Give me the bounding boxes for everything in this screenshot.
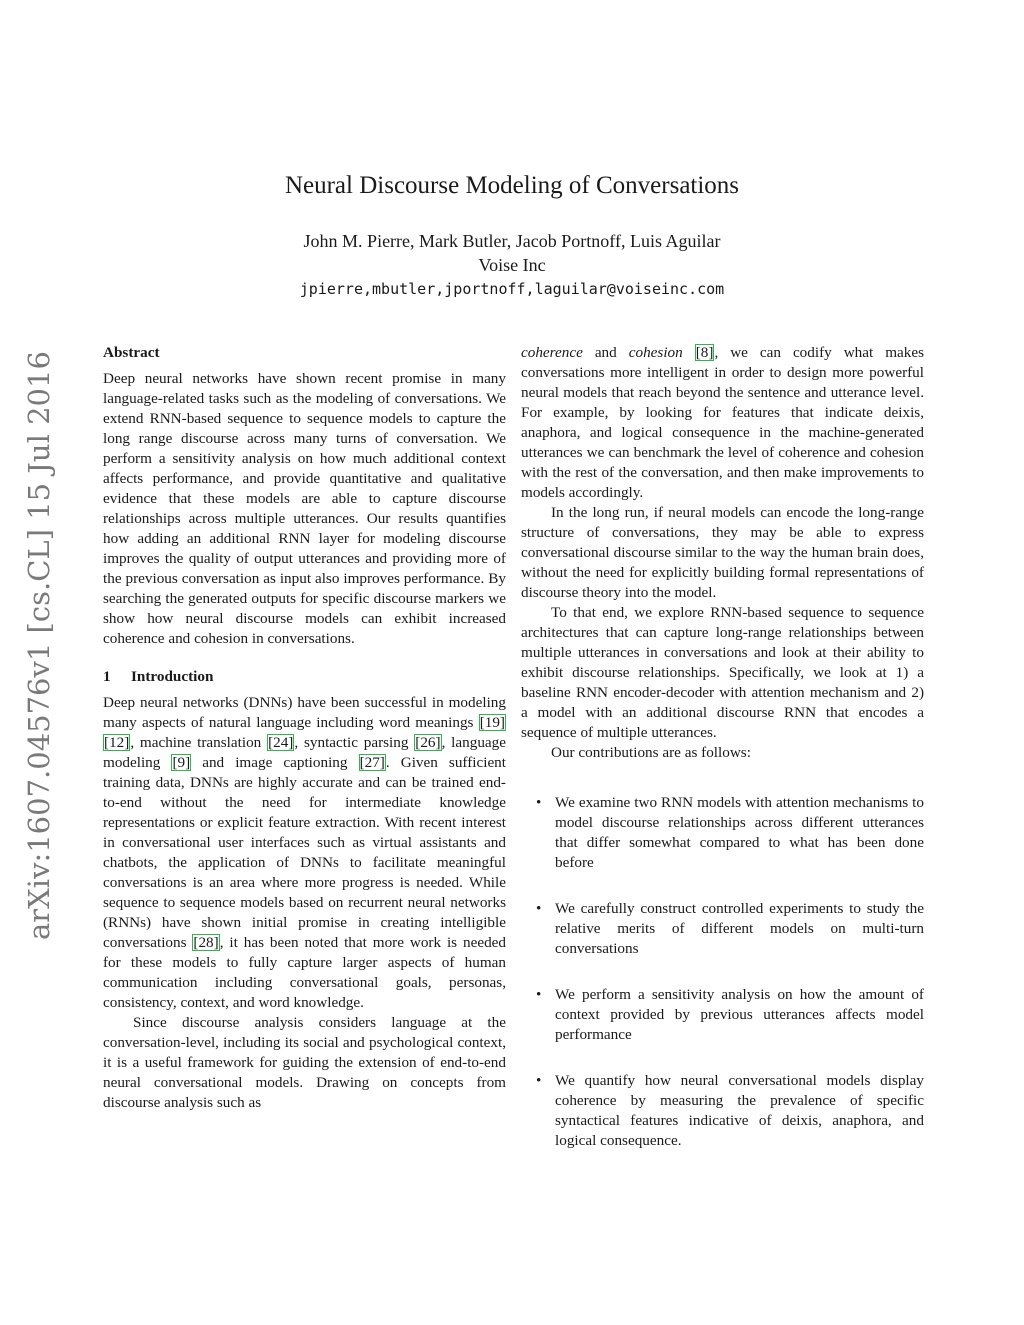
abstract-text: Deep neural networks have shown recent promise in many language-related tasks such as the modeling of conversations. We extend RNN-based sequence to sequence models to capture the long range discourse across many turns of conversation. We perform a sensitivity analysis on how much additional context affects performance, and provide quantitative and qualitative evidence that these models are able to capture discourse relationships across multiple utterances. Our results quantifies how adding an additional RNN layer for modeling discourse improves the quality of output utterances and providing more of the previous conversation as input also improves performance. By searching the generated outputs for specific discourse markers we show how neural discourse models can exhibit increased coherence and cohesion in conversations. (103, 370, 506, 647)
right-column (521, 343, 924, 1151)
list-item: • We examine two RNN models with attention mechanisms to model discourse relationships across different utterances that differ somewhat compared to what has been done before (536, 794, 924, 871)
intro-paragraph-4: To that end, we explore RNN-based sequence to sequence architectures that can capture long-range relationships between multiple utterances in conversations and look at their ability to exhibit discourse relationships. Specifically, we look at 1) a baseline RNN encoder-decoder with attention mechanism and 2) a model with an additional discourse RNN that encodes a sequence of multiple utterances. (521, 604, 924, 741)
bullet-icon: • (536, 900, 542, 917)
author-block (0, 229, 1024, 301)
intro-paragraph-5: Our contributions are as follows: (551, 744, 751, 761)
arxiv-identifier: arXiv:1607.04576v1 [cs.CL] 15 Jul 2016 (22, 351, 56, 940)
list-item: • We carefully construct controlled experiments to study the relative merits of different models on multi-turn conversations (536, 900, 924, 957)
intro-paragraph-2: Since discourse analysis considers language at the conversation-level, including its social and psychological context, it is a useful framework for guiding the extension of end-to-end neural conversational models. Drawing on concepts from discourse analysis such as (103, 1014, 506, 1111)
author-emails: jpierre,mbutler,jportnoff,laguilar@voiseinc.com (299, 280, 725, 298)
paper-title: Neural Discourse Modeling of Conversations (284, 172, 740, 199)
contributions-list (521, 793, 924, 1151)
section-heading-introduction (103, 667, 506, 687)
left-column (103, 343, 506, 1113)
citation-link[interactable]: [24] (268, 734, 294, 751)
citation-link[interactable]: [9] (172, 754, 191, 771)
citation-link[interactable]: [12] (104, 734, 130, 751)
section-title: Introduction (131, 668, 214, 685)
intro-paragraph-2-continued: coherence and cohesion [8], we can codify what makes conversations more intelligent in order to design more powerful neural models that reach beyond the sentence and utterance level. For example, by looking for features that indicate deixis, anaphora, and logical consequence in the machine-generated utterances we can benchmark the level of coherence and cohesion with the rest of the conversation, and then make improvements to models accordingly. (521, 344, 925, 501)
author-names: John M. Pierre, Mark Butler, Jacob Portnoff, Luis Aguilar (303, 231, 721, 251)
citation-link[interactable]: [28] (193, 934, 219, 951)
list-item: • We perform a sensitivity analysis on how the amount of context provided by previous utterances affects model performance (536, 986, 924, 1043)
bullet-icon: • (536, 1072, 542, 1089)
citation-link[interactable]: [27] (359, 754, 385, 771)
affiliation: Voise Inc (478, 255, 546, 275)
intro-paragraph-1: Deep neural networks (DNNs) have been successful in modeling many aspects of natural language including word meanings [19][12], machine translation [24], syntactic parsing [26], language modeling [9] and image captioning [27]. Given sufficient training data, DNNs are highly accurate and can be trained end-to-end without the need for intermediate knowledge representations or explicit feature extraction. With recent interest in conversational user interfaces such as virtual assistants and chatbots, the application of DNNs to facilitate meaningful conversations is an area where more progress is needed. While sequence to sequence models based on recurrent neural networks (RNNs) have shown initial promise in creating intelligible conversations [28], it has been noted that more work is needed for these models to fully capture larger aspects of human communication including conversational goals, personas, consistency, context, and word knowledge. (103, 694, 506, 1011)
citation-link[interactable]: [19] (479, 714, 505, 731)
bullet-icon: • (536, 794, 542, 811)
section-number: 1 (103, 668, 111, 685)
citation-link[interactable]: [8] (695, 344, 714, 361)
bullet-icon: • (536, 986, 542, 1003)
intro-paragraph-3: In the long run, if neural models can encode the long-range structure of conversations, they may be able to express conversational discourse similar to the way the human brain does, without the need for explicitly building formal representations of discourse theory into the model. (521, 504, 924, 601)
list-item: • We quantify how neural conversational models display coherence by measuring the prevalence of specific syntactical features indicative of deixis, anaphora, and logical consequence. (536, 1072, 924, 1149)
abstract-heading: Abstract (103, 344, 160, 361)
citation-link[interactable]: [26] (415, 734, 441, 751)
